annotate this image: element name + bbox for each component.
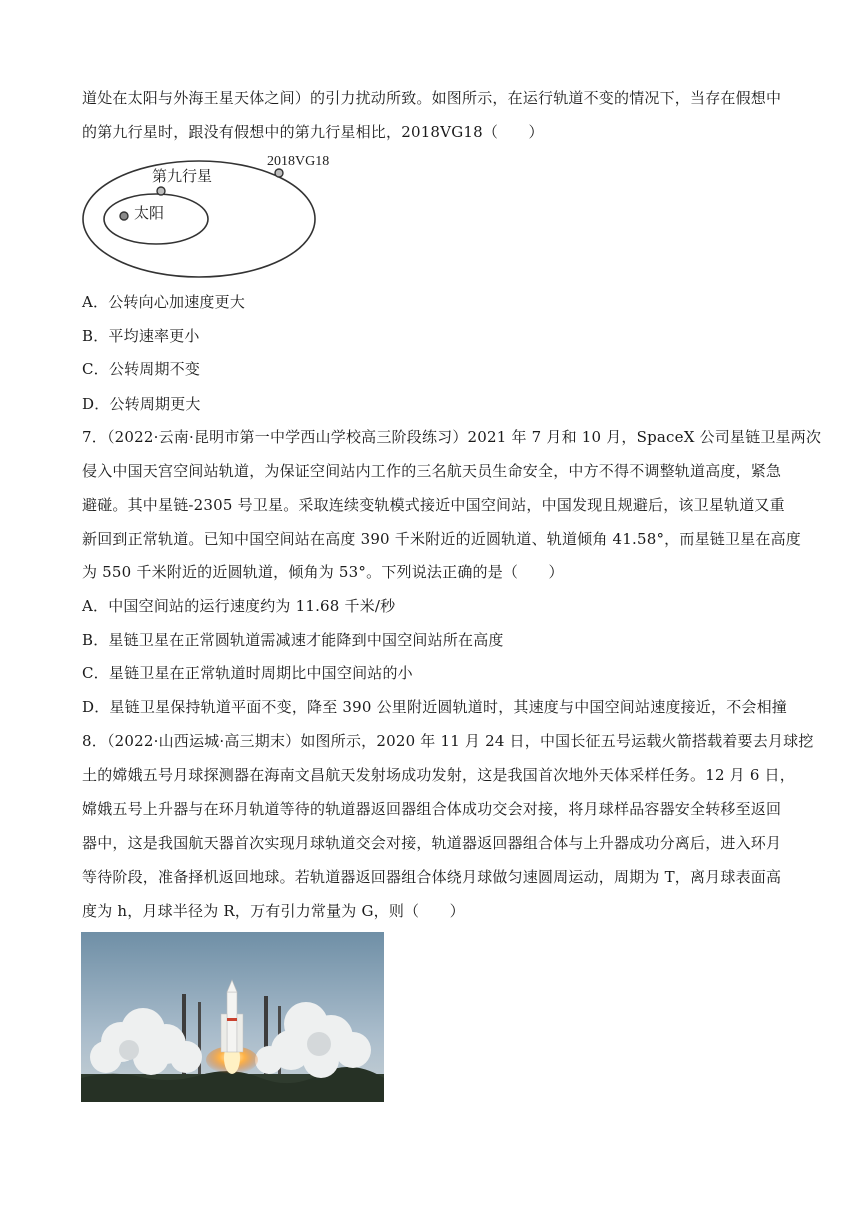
q7-option-a: A．中国空间站的运行速度约为 11.68 千米/秒 bbox=[82, 597, 396, 615]
q6-option-c: C．公转周期不变 bbox=[82, 360, 201, 378]
q7-option-b: B．星链卫星在正常圆轨道需减速才能降到中国空间站所在高度 bbox=[82, 631, 504, 649]
q7-option-d: D．星链卫星保持轨道平面不变，降至 390 公里附近圆轨道时，其速度与中国空间站速度接近，不会相撞 bbox=[82, 698, 787, 716]
q7-option-c: C．星链卫星在正常轨道时周期比中国空间站的小 bbox=[82, 664, 413, 682]
q6-stem-line-2: 的第九行星时，跟没有假想中的第九行星相比，2018VG18（ ） bbox=[82, 123, 544, 141]
q7-stem-line-3: 避碰。其中星链-2305 号卫星。采取连续变轨模式接近中国空间站，中国发现且规避后，该卫星轨道又重 bbox=[82, 496, 785, 514]
q8-stem-line-4: 器中，这是我国航天器首次实现月球轨道交会对接，轨道器返回器组合体与上升器成功分离后，进入环月 bbox=[82, 834, 782, 852]
q7-stem-line-5: 为 550 千米附近的近圆轨道，倾角为 53°。下列说法正确的是（ ） bbox=[82, 563, 564, 581]
sun-label: 太阳 bbox=[134, 204, 165, 222]
planet9-point bbox=[157, 187, 165, 195]
q8-stem-line-1: 8．（2022·山西运城·高三期末）如图所示，2020 年 11 月 24 日，中国长征五号运载火箭搭载着要去月球挖 bbox=[82, 732, 814, 750]
q8-stem-line-6: 度为 h，月球半径为 R，万有引力常量为 G，则（ ） bbox=[82, 902, 465, 920]
sun-point bbox=[120, 212, 128, 220]
q8-stem-line-5: 等待阶段，准备择机返回地球。若轨道器返回器组合体绕月球做匀速圆周运动，周期为 T，离月球表面高 bbox=[82, 868, 782, 886]
q7-stem-line-4: 新回到正常轨道。已知中国空间站在高度 390 千米附近的近圆轨道、轨道倾角 41.58°，而星链卫星在高度 bbox=[82, 530, 801, 548]
q8-stem-line-2: 土的嫦娥五号月球探测器在海南文昌航天发射场成功发射，这是我国首次地外天体采样任务。12 月 6 日， bbox=[82, 766, 795, 784]
q6-stem-line-1: 道处在太阳与外海王星天体之间）的引力扰动所致。如图所示，在运行轨道不变的情况下，当存在假想中 bbox=[82, 89, 782, 107]
q6-option-d: D．公转周期更大 bbox=[82, 395, 201, 413]
q8-stem-line-3: 嫦娥五号上升器与在环月轨道等待的轨道器返回器组合体成功交会对接，将月球样品容器安全转移至返回 bbox=[82, 800, 782, 818]
rocket-launch-photo bbox=[81, 932, 384, 1102]
planet9-label: 第九行星 bbox=[152, 167, 213, 185]
asteroid-point bbox=[275, 169, 283, 177]
q7-stem-line-2: 侵入中国天宫空间站轨道，为保证空间站内工作的三名航天员生命安全，中方不得不调整轨道高度，紧急 bbox=[82, 462, 782, 480]
q6-option-b: B．平均速率更小 bbox=[82, 327, 200, 345]
q6-option-a: A．公转向心加速度更大 bbox=[82, 293, 246, 311]
orbit-diagram bbox=[82, 152, 344, 280]
q7-stem-line-1: 7．（2022·云南·昆明市第一中学西山学校高三阶段练习）2021 年 7 月和 10 月，SpaceX 公司星链卫星两次 bbox=[82, 428, 822, 446]
asteroid-label: 2018VG18 bbox=[267, 154, 330, 169]
